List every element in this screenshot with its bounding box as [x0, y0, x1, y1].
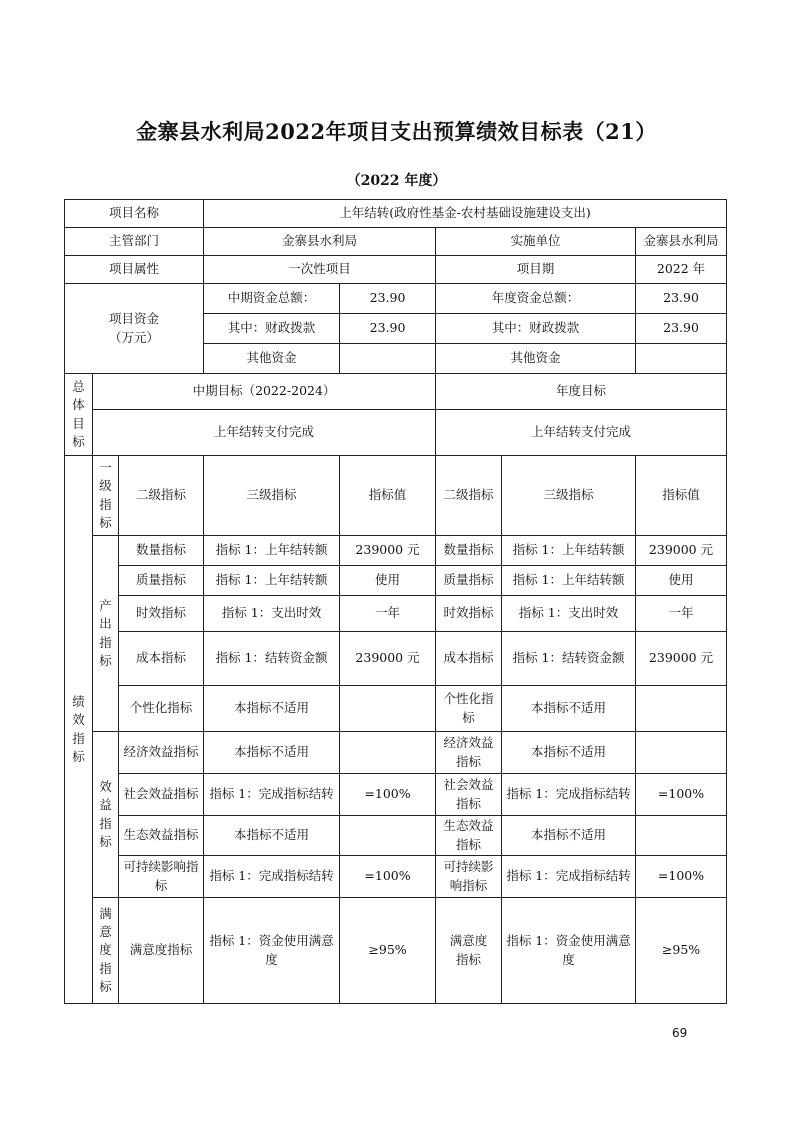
level3-cell: 指标 1：资金使用满意度 — [204, 898, 340, 1004]
annual-other-value — [636, 344, 727, 374]
project-name-label: 项目名称 — [65, 200, 204, 228]
benefit-char: 益 — [99, 797, 112, 813]
level3-cell: 指标 1：上年结转额 — [204, 536, 340, 566]
level2-cell: 经济效益指标 — [119, 732, 204, 774]
value-header: 指标值 — [340, 456, 436, 536]
level3-cell: 本指标不适用 — [204, 732, 340, 774]
benefit-char: 标 — [99, 833, 112, 849]
annual-value-cell: 一年 — [636, 596, 727, 632]
indicator-char: 标 — [72, 748, 85, 764]
value-cell — [340, 686, 436, 732]
dept-label: 主管部门 — [65, 228, 204, 256]
annual-level2-cell: 社会效益指标 — [436, 774, 502, 816]
annual-goal-text: 上年结转支付完成 — [436, 410, 727, 456]
value-cell: =100% — [340, 856, 436, 898]
satisfaction-char: 指 — [99, 960, 112, 976]
satisfaction-char: 标 — [99, 978, 112, 994]
overall-goal-label — [65, 374, 93, 456]
overall-goal-char: 标 — [72, 433, 85, 449]
mid-fiscal-label: 其中：财政拨款 — [204, 314, 340, 344]
level2-cell: 可持续影响指标 — [119, 856, 204, 898]
annual-level3-cell: 本指标不适用 — [502, 732, 636, 774]
annual-level3-cell: 指标 1：完成指标结转 — [502, 774, 636, 816]
level1-char: 一 — [99, 460, 112, 476]
annual-value-header: 指标值 — [636, 456, 727, 536]
output-indicator-label — [93, 536, 119, 732]
page-title: 金寨县水利局2022年项目支出预算绩效目标表（21） — [136, 119, 657, 144]
table-row — [65, 732, 727, 774]
annual-level3-cell: 指标 1：结转资金额 — [502, 632, 636, 686]
performance-target-table — [64, 199, 727, 1004]
attr-label: 项目属性 — [65, 256, 204, 284]
level3-cell: 本指标不适用 — [204, 816, 340, 856]
level1-char: 标 — [99, 514, 112, 530]
annual-level2-cell: 时效指标 — [436, 596, 502, 632]
annual-value-cell — [636, 686, 727, 732]
annual-goal-header: 年度目标 — [436, 374, 727, 410]
level3-cell: 本指标不适用 — [204, 686, 340, 732]
annual-level3-cell: 指标 1：支出时效 — [502, 596, 636, 632]
table-row — [65, 856, 727, 898]
indicator-char: 效 — [72, 712, 85, 728]
annual-level2-cell: 个性化指标 — [436, 686, 502, 732]
level2-cell: 个性化指标 — [119, 686, 204, 732]
level2-cell: 社会效益指标 — [119, 774, 204, 816]
satisfaction-char: 满 — [99, 906, 112, 922]
annual-level2-cell: 数量指标 — [436, 536, 502, 566]
level2-cell: 满意度指标 — [119, 898, 204, 1004]
level2-cell: 数量指标 — [119, 536, 204, 566]
output-char: 标 — [99, 652, 112, 668]
annual-level2-cell: 满意度指标 — [436, 898, 502, 1004]
mid-goal-text: 上年结转支付完成 — [93, 410, 436, 456]
annual-level2-header: 二级指标 — [436, 456, 502, 536]
level2-header: 二级指标 — [119, 456, 204, 536]
level3-cell: 指标 1：上年结转额 — [204, 566, 340, 596]
mid-total-value: 23.90 — [340, 284, 436, 314]
impl-value: 金寨县水利局 — [636, 228, 727, 256]
annual-value-cell — [636, 732, 727, 774]
table-row — [65, 596, 727, 632]
mid-other-label: 其他资金 — [204, 344, 340, 374]
annual-value-cell: =100% — [636, 774, 727, 816]
table-row — [65, 566, 727, 596]
annual-fiscal-value: 23.90 — [636, 314, 727, 344]
benefit-char: 指 — [99, 815, 112, 831]
value-cell: ≥95% — [340, 898, 436, 1004]
level3-cell: 指标 1：支出时效 — [204, 596, 340, 632]
table-row — [65, 536, 727, 566]
annual-level3-cell: 本指标不适用 — [502, 686, 636, 732]
table-row — [65, 686, 727, 732]
satisfaction-char: 度 — [99, 942, 112, 958]
satisfaction-char: 意 — [99, 924, 112, 940]
level1-header — [93, 456, 119, 536]
overall-goal-char: 体 — [72, 397, 85, 413]
dept-value: 金寨县水利局 — [204, 228, 436, 256]
overall-goal-char: 目 — [72, 415, 85, 431]
level3-cell: 指标 1：结转资金额 — [204, 632, 340, 686]
value-cell: 239000 元 — [340, 536, 436, 566]
annual-level2-cell: 成本指标 — [436, 632, 502, 686]
year-label: （2022 年度） — [346, 173, 447, 189]
annual-value-cell: 239000 元 — [636, 632, 727, 686]
overall-goal-char: 总 — [72, 379, 85, 395]
level2-cell: 成本指标 — [119, 632, 204, 686]
annual-total-label: 年度资金总额： — [436, 284, 636, 314]
mid-fiscal-value: 23.90 — [340, 314, 436, 344]
value-cell: 一年 — [340, 596, 436, 632]
performance-indicator-label — [65, 456, 93, 1004]
project-name-value: 上年结转(政府性基金-农村基础设施建设支出) — [204, 200, 727, 228]
value-cell: 使用 — [340, 566, 436, 596]
level2-cell: 时效指标 — [119, 596, 204, 632]
annual-level3-cell: 指标 1：上年结转额 — [502, 566, 636, 596]
annual-level2-cell: 经济效益指标 — [436, 732, 502, 774]
value-cell — [340, 816, 436, 856]
annual-value-cell — [636, 816, 727, 856]
annual-level3-cell: 指标 1：完成指标结转 — [502, 856, 636, 898]
annual-other-label: 其他资金 — [436, 344, 636, 374]
annual-value-cell: ≥95% — [636, 898, 727, 1004]
level3-cell: 指标 1：完成指标结转 — [204, 856, 340, 898]
annual-value-cell: 239000 元 — [636, 536, 727, 566]
fund-label — [65, 284, 204, 374]
indicator-char: 指 — [72, 730, 85, 746]
fund-label-line1: 项目资金 — [109, 311, 160, 327]
annual-level3-cell: 指标 1：资金使用满意度 — [502, 898, 636, 1004]
benefit-indicator-label — [93, 732, 119, 898]
table-row — [65, 816, 727, 856]
annual-level3-cell: 本指标不适用 — [502, 816, 636, 856]
fund-label-line2: （万元） — [109, 329, 160, 345]
table-row — [65, 632, 727, 686]
mid-other-value — [340, 344, 436, 374]
satisfaction-indicator-label — [93, 898, 119, 1004]
level3-header: 三级指标 — [204, 456, 340, 536]
output-char: 产 — [99, 598, 112, 614]
level1-char: 指 — [99, 496, 112, 512]
level2-cell: 生态效益指标 — [119, 816, 204, 856]
period-value: 2022 年 — [636, 256, 727, 284]
annual-level2-cell: 质量指标 — [436, 566, 502, 596]
indicator-char: 绩 — [72, 694, 85, 710]
annual-value-cell: =100% — [636, 856, 727, 898]
annual-level2-cell: 生态效益指标 — [436, 816, 502, 856]
mid-goal-header: 中期目标（2022-2024） — [93, 374, 436, 410]
output-char: 出 — [99, 616, 112, 632]
page-number: 69 — [672, 1026, 688, 1040]
annual-fiscal-label: 其中：财政拨款 — [436, 314, 636, 344]
annual-level3-cell: 指标 1：上年结转额 — [502, 536, 636, 566]
annual-level2-cell: 可持续影响指标 — [436, 856, 502, 898]
period-label: 项目期 — [436, 256, 636, 284]
level2-cell: 质量指标 — [119, 566, 204, 596]
annual-total-value: 23.90 — [636, 284, 727, 314]
level1-char: 级 — [99, 478, 112, 494]
output-char: 指 — [99, 634, 112, 650]
value-cell — [340, 732, 436, 774]
benefit-char: 效 — [99, 779, 112, 795]
annual-level3-header: 三级指标 — [502, 456, 636, 536]
table-row — [65, 774, 727, 816]
value-cell: 239000 元 — [340, 632, 436, 686]
mid-total-label: 中期资金总额： — [204, 284, 340, 314]
annual-value-cell: 使用 — [636, 566, 727, 596]
impl-label: 实施单位 — [436, 228, 636, 256]
table-row — [65, 898, 727, 1004]
value-cell: =100% — [340, 774, 436, 816]
attr-value: 一次性项目 — [204, 256, 436, 284]
level3-cell: 指标 1：完成指标结转 — [204, 774, 340, 816]
